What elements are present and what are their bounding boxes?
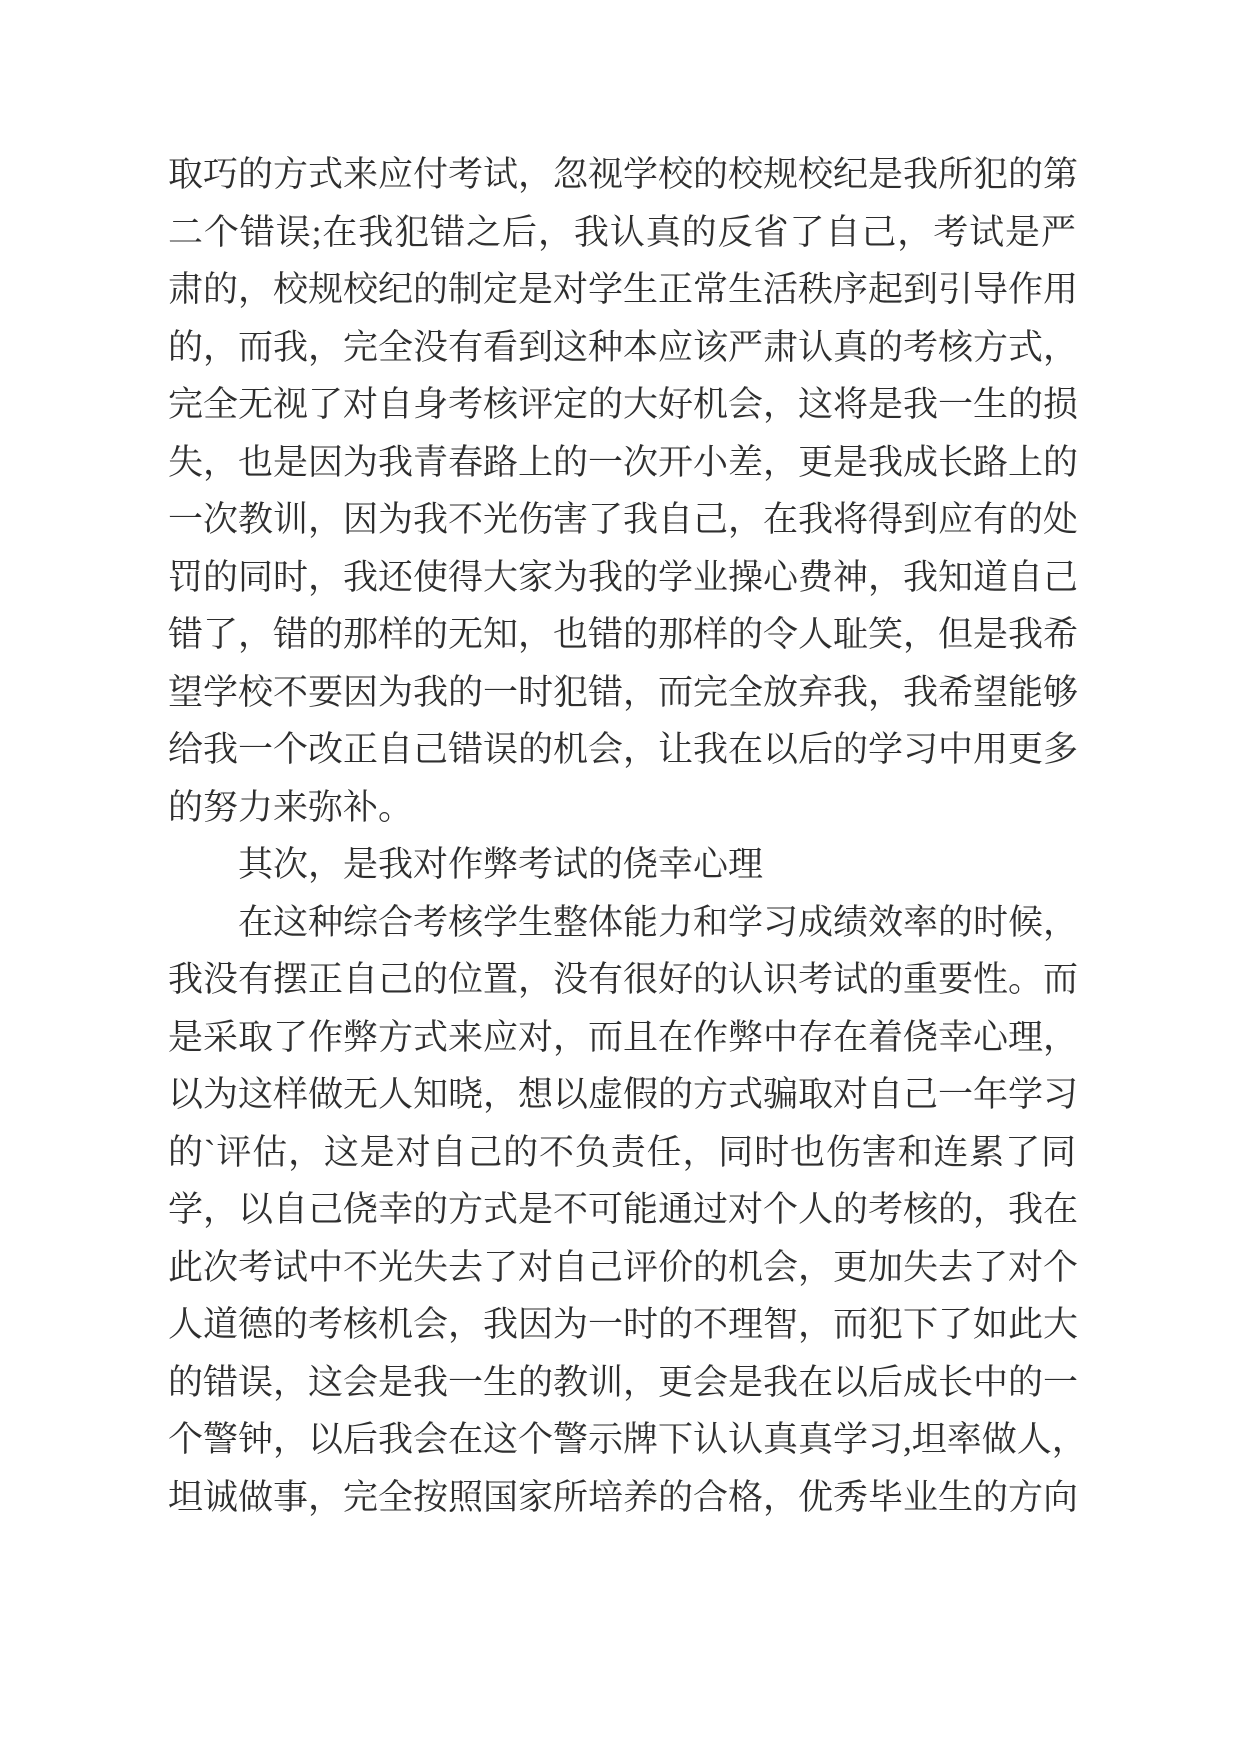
text-line: 在这种综合考核学生整体能力和学习成绩效率的时候， — [238, 902, 1079, 942]
text-line: 肃的，校规校纪的制定是对学生正常生活秩序起到引导作用 — [168, 270, 1079, 309]
paragraph-continuation — [168, 146, 1079, 836]
text-line: 罚的同时，我还使得大家为我的学业操心费神，我知道自己 — [168, 557, 1079, 597]
text-line: 此次考试中不光失去了对自己评价的机会，更加失去了对个 — [168, 1247, 1079, 1287]
text-line: 完全无视了对自身考核评定的大好机会，这将是我一生的损 — [168, 385, 1079, 424]
text-line: 二个错误;在我犯错之后，我认真的反省了自己，考试是严 — [168, 212, 1076, 252]
text-line: 是采取了作弊方式来应对，而且在作弊中存在着侥幸心理， — [168, 1017, 1079, 1057]
text-line: 错了，错的那样的无知，也错的那样的令人耻笑，但是我希 — [168, 615, 1079, 654]
text-line: 一次教训，因为我不光伤害了我自己，在我将得到应有的处 — [168, 500, 1079, 539]
text-line: 的错误，这会是我一生的教训，更会是我在以后成长中的一 — [168, 1362, 1079, 1402]
text-line: 以为这样做无人知晓，想以虚假的方式骗取对自己一年学习 — [168, 1075, 1079, 1114]
essay-text-block — [168, 146, 1087, 1526]
text-line: 失，也是因为我青春路上的一次开小差，更是我成长路上的 — [168, 442, 1079, 482]
text-line: 人道德的考核机会，我因为一时的不理智，而犯下了如此大 — [168, 1305, 1079, 1344]
text-line: 的`评估，这是对自己的不负责任，同时也伤害和连累了同 — [168, 1132, 1076, 1172]
text-line: 给我一个改正自己错误的机会，让我在以后的学习中用更多 — [168, 730, 1079, 769]
text-line: 的，而我，完全没有看到这种本应该严肃认真的考核方式， — [168, 327, 1079, 367]
text-line: 我没有摆正自己的位置，没有很好的认识考试的重要性。而 — [168, 960, 1079, 999]
text-line: 其次，是我对作弊考试的侥幸心理 — [238, 845, 764, 884]
text-line: 个警钟，以后我会在这个警示牌下认认真真学习,坦率做人， — [168, 1420, 1087, 1459]
paragraph-second-point-body — [168, 894, 1087, 1527]
text-line: 坦诚做事，完全按照国家所培养的合格，优秀毕业生的方向 — [168, 1477, 1079, 1517]
text-line: 学，以自己侥幸的方式是不可能通过对个人的考核的，我在 — [168, 1190, 1079, 1229]
text-line: 望学校不要因为我的一时犯错，而完全放弃我，我希望能够 — [168, 672, 1079, 712]
paragraph-heading-second-point — [168, 836, 1076, 894]
text-line: 取巧的方式来应付考试，忽视学校的校规校纪是我所犯的第 — [168, 155, 1079, 194]
text-line: 的努力来弥补。 — [168, 787, 414, 827]
